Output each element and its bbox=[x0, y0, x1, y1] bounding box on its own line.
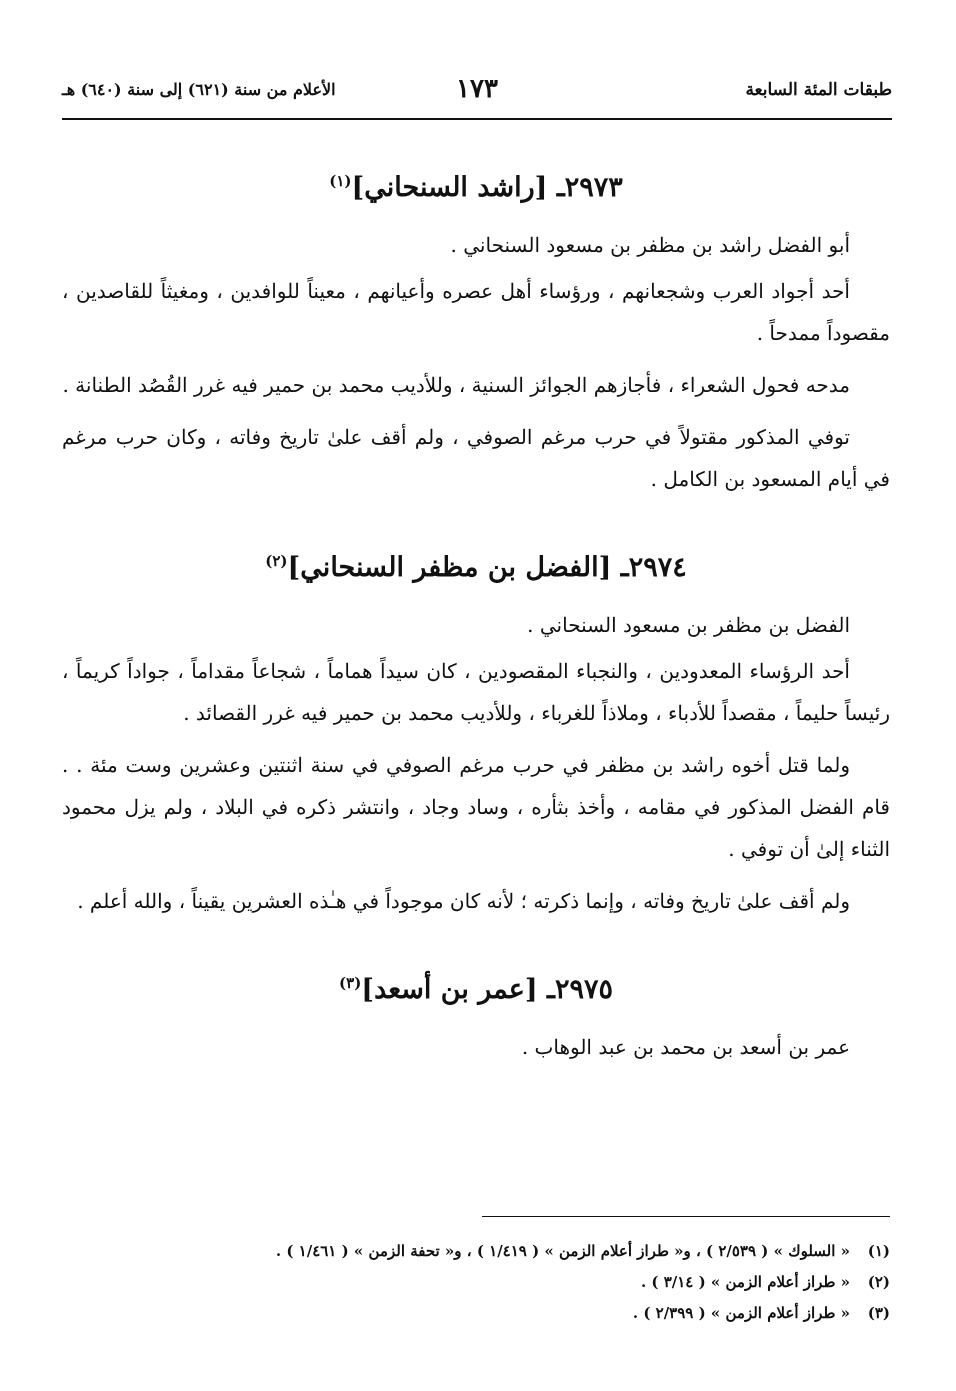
page-number: ١٧٣ bbox=[456, 74, 498, 104]
footnote-number: (١) bbox=[867, 1242, 890, 1260]
paragraph: ولما قتل أخوه راشد بن مظفر في حرب مرغم الصوفي في سنة اثنتين وعشرين وست مئة . . قام الفضل المذكور في مقامه ، وأخذ بثأره ، وساد وجاد ، وانتشر ذكره في البلاد ، ولم يزل محمود الثناء إلىٰ أن توفي . bbox=[62, 753, 890, 861]
header-book-section: طبقات المئة السابعة bbox=[745, 80, 892, 100]
header-year-range: الأعلام من سنة (٦٢١) إلى سنة (٦٤٠) هـ bbox=[62, 80, 336, 99]
footnote-text: « السلوك » ( ٢/٥٣٩ ) ، و« طراز أعلام الزمن » ( ١/٤١٩ ) ، و« تحفة الزمن » ( ١/٤٦١ ) . bbox=[275, 1242, 850, 1260]
page-body bbox=[62, 160, 890, 1072]
header-rule bbox=[62, 118, 892, 120]
footnote-marker: (١) bbox=[329, 172, 352, 190]
footnotes bbox=[62, 1236, 890, 1329]
entry-title bbox=[62, 540, 890, 582]
footnote-marker: (٣) bbox=[339, 974, 362, 992]
paragraph: عمر بن أسعد بن محمد بن عبد الوهاب . bbox=[521, 1035, 850, 1059]
section-gap bbox=[62, 932, 890, 962]
entry-title bbox=[62, 962, 890, 1004]
paragraph: توفي المذكور مقتولاً في حرب مرغم الصوفي ، ولم أقف علىٰ تاريخ وفاته ، وكان حرب مرغم في أيام المسعود بن الكامل . bbox=[62, 425, 890, 491]
footnote bbox=[62, 1267, 890, 1298]
entry-title-text: ٢٩٧٣ـ [راشد السنحاني] bbox=[351, 172, 623, 203]
paragraph: الفضل بن مظفر بن مسعود السنحاني . bbox=[527, 613, 850, 637]
footnote-marker: (٢) bbox=[265, 552, 288, 570]
entry-title bbox=[62, 160, 890, 202]
footnote-number: (٢) bbox=[867, 1273, 890, 1291]
paragraph: أحد الرؤساء المعدودين ، والنجباء المقصودين ، كان سيداً هماماً ، شجاعاً مقداماً ، جواداً كريماً ، رئيساً حليماً ، مقصداً للأدباء ، وملاذاً للغرباء ، وللأديب محمد بن حمير فيه غرر القصائد . bbox=[62, 659, 890, 725]
section-gap bbox=[62, 510, 890, 540]
entry-title-text: ٢٩٧٥ـ [عمر بن أسعد] bbox=[361, 974, 613, 1005]
footnote-number: (٣) bbox=[867, 1304, 890, 1322]
paragraph: ولم أقف علىٰ تاريخ وفاته ، وإنما ذكرته ؛ لأنه كان موجوداً في هـٰذه العشرين يقيناً ، والله أعلم . bbox=[77, 889, 850, 913]
paragraph: أحد أجواد العرب وشجعانهم ، ورؤساء أهل عصره وأعيانهم ، معيناً للوافدين ، ومغيثاً للقاصدين ، مقصوداً ممدحاً . bbox=[62, 279, 890, 345]
footnote bbox=[62, 1298, 890, 1329]
entry-title-text: ٢٩٧٤ـ [الفضل بن مظفر السنحاني] bbox=[287, 552, 687, 583]
footnote-text: « طراز أعلام الزمن » ( ٢/٣٩٩ ) . bbox=[632, 1304, 850, 1322]
paragraph: أبو الفضل راشد بن مظفر بن مسعود السنحاني . bbox=[450, 233, 850, 257]
footnote-rule bbox=[482, 1216, 890, 1217]
footnote-text: « طراز أعلام الزمن » ( ٣/١٤ ) . bbox=[640, 1273, 850, 1291]
running-header bbox=[62, 74, 892, 118]
footnote bbox=[62, 1236, 890, 1267]
paragraph: مدحه فحول الشعراء ، فأجازهم الجوائز السنية ، وللأديب محمد بن حمير فيه غرر القُصُد الطنانة . bbox=[62, 373, 850, 397]
